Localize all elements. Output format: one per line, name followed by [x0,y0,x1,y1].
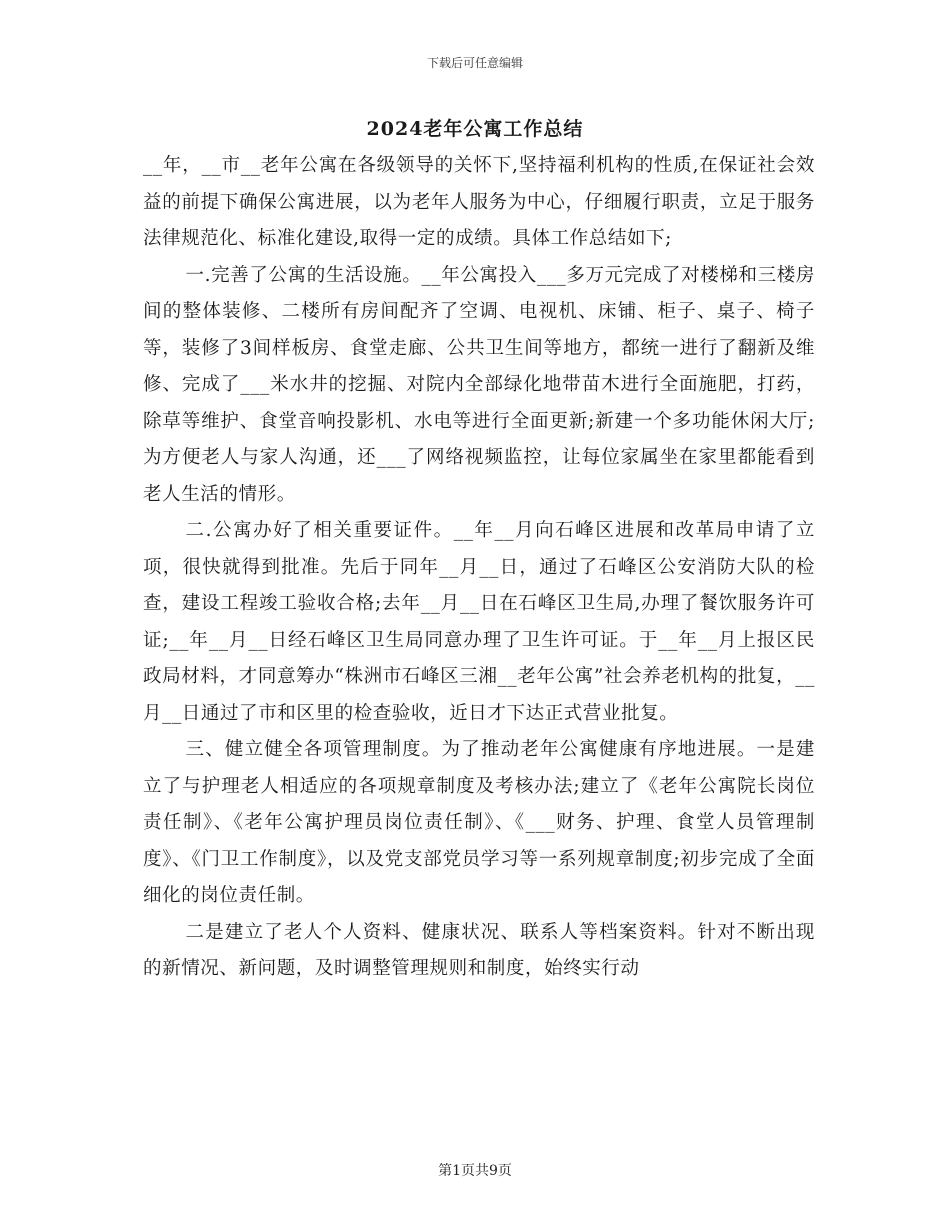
document-title: 2024老年公寓工作总结 [366,118,584,140]
paragraph-certificates: 二.公寓办好了相关重要证件。__年__月向石峰区进展和改革局申请了立项，很快就得到批准。先后于同年__月__日，通过了石峰区公安消防大队的检查，建设工程竣工验收合格;去年__月__日在石峰区卫生局,办理了餐饮服务许可证;__年__月__日经石峰区卫生局同意办理了卫生许可证。于__年__月上报区民政局材料，才同意筹办“株洲市石峰区三湘__老年公寓”社会养老机构的批复，__月__日通过了市和区里的检查验收，近日才下达正式营业批复。 [143,520,815,724]
paragraph-management-system: 三、健立健全各项管理制度。为了推动老年公寓健康有序地进展。一是建立了与护理老人相适应的各项规章制度及考核办法;建立了《老年公寓院长岗位责任制》、《老年公寓护理员岗位责任制》、《___财务、护理、食堂人员管理制度》、《门卫工作制度》，以及党支部党员学习等一系列规章制度;初步完成了全面细化的岗位责任制。 [143,739,815,906]
paragraph-facilities: 一.完善了公寓的生活设施。__年公寓投入___多万元完成了对楼梯和三楼房间的整体装修、二楼所有房间配齐了空调、电视机、床铺、柜子、桌子、椅子等，装修了3间样板房、食堂走廊、公共卫生间等地方，都统一进行了翻新及维修、完成了___米水井的挖掘、对院内全部绿化地带苗木进行全面施肥，打药，除草等维护、食堂音响投影机、水电等进行全面更新;新建一个多功能休闲大厅;为方便老人与家人沟通，还___了网络视频监控，让每位家属坐在家里都能看到老人生活的情形。 [143,264,815,505]
document-body [143,148,815,988]
page-number: 第1页共9页 [438,1163,512,1179]
paragraph-intro: __年，__市__老年公寓在各级领导的关怀下,坚持福利机构的性质,在保证社会效益的前提下确保公寓进展，以为老年人服务为中心，仔细履行职责，立足于服务法律规范化、标准化建设,取得一定的成绩。具体工作总结如下; [143,155,815,249]
paragraph-archives: 二是建立了老人个人资料、健康状况、联系人等档案资料。针对不断出现的新情况、新问题，及时调整管理规则和制度，始终实行动 [143,921,815,979]
header-note: 下载后可任意编辑 [426,56,523,70]
